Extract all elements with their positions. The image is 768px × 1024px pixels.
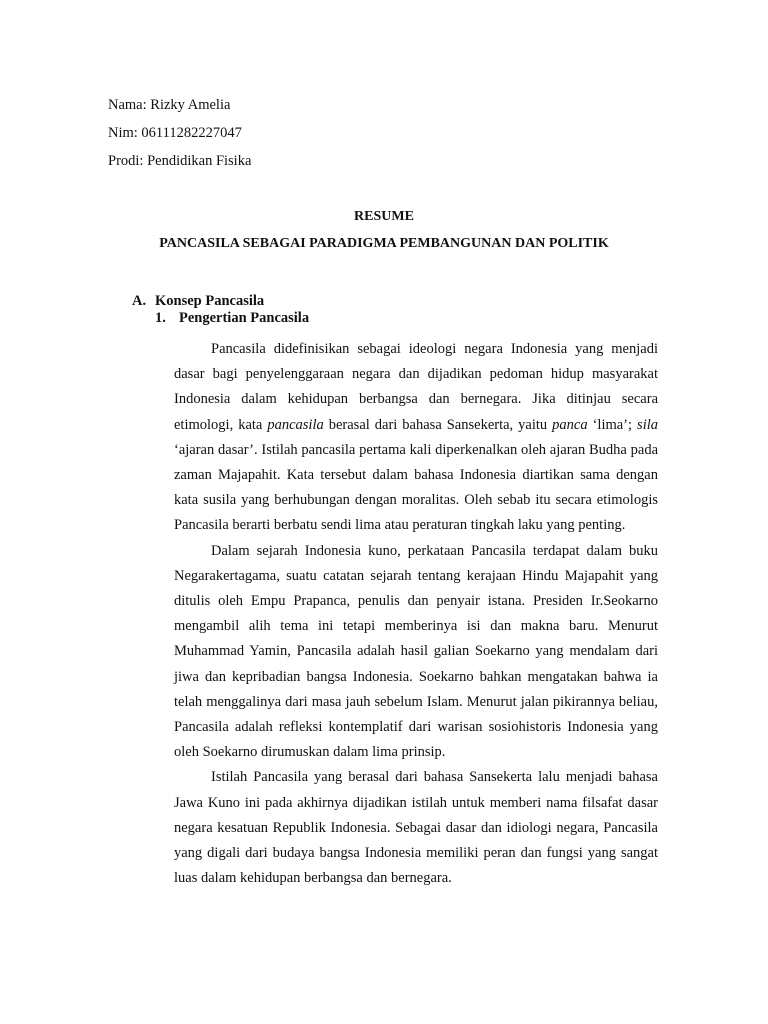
paragraph-3: Istilah Pancasila yang berasal dari bahasa Sansekerta lalu menjadi bahasa Jawa Kuno ini pada akhirnya dijadikan istilah untuk memberi nama filsafat dasar negara kesatuan Republik Indonesia. Sebagai dasar dan idiologi negara, Pancasila yang digali dari budaya bangsa Indonesia memiliki peran dan fungsi yang sangat luas dalam kehidupan berbangsa dan bernegara. <box>174 769 658 887</box>
paragraph-2: Dalam sejarah Indonesia kuno, perkataan Pancasila terdapat dalam buku Negarakertagama, suatu catatan sejarah tentang kerajaan Hindu Majapahit yang ditulis oleh Empu Prapanca, penulis dan penyair istana. Presiden Ir.Seokarno mengambil alih tema ini tetapi memberinya isi dan makna baru. Menurut Muhammad Yamin, Pancasila adalah hasil galian Soekarno yang mendalam dari jiwa dan kepribadian bangsa Indonesia. Soekarno bahkan mengatakan bahwa ia telah menggalinya dari masa jauh sebelum Islam. Menurut jalan pikirannya beliau, Pancasila adalah refleksi kontemplatif dari warisan sosiohistoris Indonesia yang oleh Soekarno dirumuskan dalam lima prinsip. <box>174 542 658 761</box>
paragraph-1 <box>174 337 658 539</box>
paragraph-1-text-d: ‘ajaran dasar’. Istilah pancasila pertama kali diperkenalkan oleh ajaran Budha pada zaman Majapahit. Kata tersebut dalam bahasa Indonesia diartikan sama dengan kata susila yang berhubungan dengan moralitas. Oleh sebab itu secara etimologis Pancasila berarti berbatu sendi lima atau peraturan tingkah laku yang penting. <box>174 441 658 534</box>
document-subtitle: PANCASILA SEBAGAI PARADIGMA PEMBANGUNAN DAN POLITIK <box>159 236 609 251</box>
section-heading-a <box>132 292 264 310</box>
paragraph-1-text-c: ‘lima’; <box>587 416 638 433</box>
subsection-label: Pengertian Pancasila <box>179 310 310 326</box>
paragraph-1-text-b: berasal dari bahasa Sansekerta, yaitu <box>323 416 553 433</box>
document-title: RESUME <box>354 209 414 224</box>
student-nim: Nim: 06111282227047 <box>108 125 242 141</box>
subsection-marker: 1. <box>155 310 166 326</box>
section-marker: A. <box>132 293 147 309</box>
term-sila: sila <box>637 416 658 433</box>
section-label: Konsep Pancasila <box>155 293 265 309</box>
term-pancasila: pancasila <box>267 416 324 433</box>
paragraph-1-text-a: Pancasila didefinisikan sebagai ideologi negara Indonesia yang menjadi dasar bagi penyelenggaraan negara dan dijadikan pedoman hidup masyarakat Indonesia dalam kehidupan berbangsa dan bernegara. Jika ditinjau secara etimologi, kata <box>174 341 658 433</box>
body-text <box>174 337 658 891</box>
student-name: Nama: Rizky Amelia <box>108 97 231 113</box>
student-prodi: Prodi: Pendidikan Fisika <box>108 153 252 169</box>
subsection-heading-1 <box>155 309 309 327</box>
term-panca: panca <box>552 416 588 433</box>
